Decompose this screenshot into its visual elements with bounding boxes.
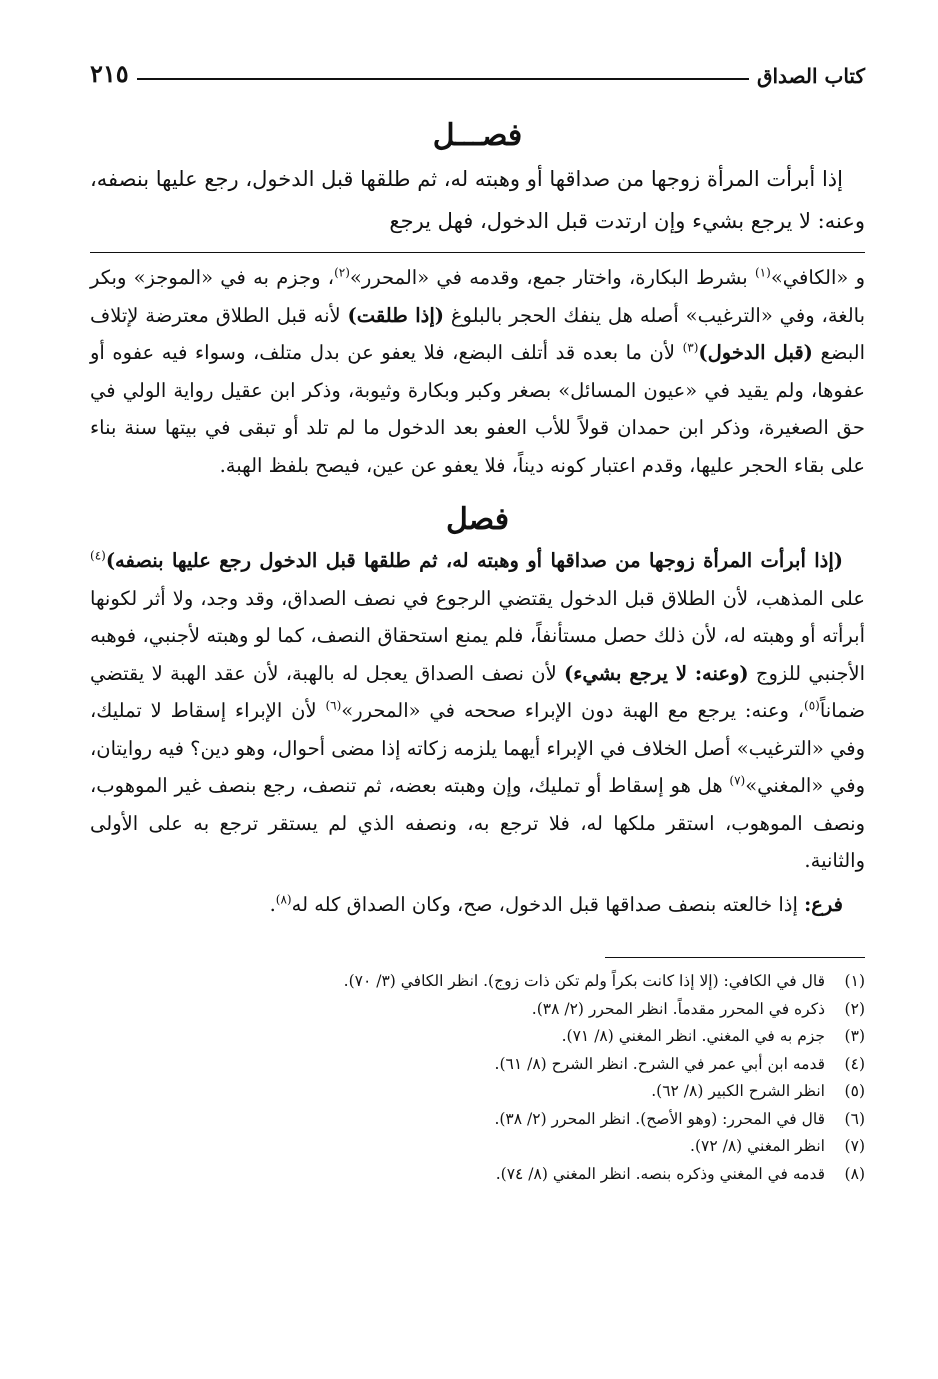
footnote-ref-2: (٢) (334, 265, 350, 280)
commentary-paragraph-1: و «الكافي»$^{(١)}$ بشرط البكارة، واختار جمع، وقدمه في «المحرر»$^{(٢)}$، وجزم به في «الموجز» وبكر بالغة، وفي «الترغيب» أصله هل ينفك الحجر بالبلوغ (إذا طلقت) لأنه قبل الطلاق معترضة لإتلاف البضع (قبل الدخول)$^{(٣)}$ لأن ما بعده قد أتلف البضع، فلا يعفو عن بدل متلف، وسواء فيه عفوه أو عفوها، ولم يقيد في «عيون المسائل» بصغر وكبر وبكارة وثيوبة، وذكر ابن عقيل رواية الولي في حق الصغيرة، وذكر ابن حمدان قولاً للأب العفو بعد الدخول ما لم تلد أو تبقى في بيتها سنة بناء على بقاء الحجر عليها، وقدم اعتبار كونه ديناً، فلا يعفو عن عين، فيصح بلفظ الهبة. (90, 265, 866, 477)
quoted-matn: (إذا طلقت) (347, 303, 445, 327)
commentary-block-1 (90, 259, 865, 484)
footnote: (١) قال في الكافي: (إلا إذا كانت بكراً ولم تكن ذات زوج). انظر الكافي (٣/ ٧٠). (343, 972, 865, 990)
footnote-ref-1: (١) (754, 265, 771, 280)
footnote: (٣) جزم به في المغني. انظر المغني (٨/ ٧١). (561, 1027, 865, 1045)
commentary-branch-paragraph: فرع: إذا خالعته بنصف صداقها قبل الدخول، صح، وكان الصداق كله له$^{(٨)}$. (269, 892, 843, 916)
section-heading-2: فصل (445, 502, 510, 537)
running-header (90, 48, 865, 88)
footnote-ref-3: (٣) (682, 340, 699, 355)
commentary-block-2 (90, 542, 865, 923)
book-page (90, 48, 865, 1348)
footnote-separator (605, 957, 865, 958)
main-text-paragraph: إذا أبرأت المرأة زوجها من صداقها أو وهبته له، ثم طلقها قبل الدخول، رجع عليها بنصفه، وعنه: لا يرجع بشيء وإن ارتدت قبل الدخول، فهل يرجع (90, 167, 865, 233)
commentary-paragraph-2: (إذا أبرأت المرأة زوجها من صداقها أو وهبته له، ثم طلقها قبل الدخول رجع عليها بنصفه)$^{(٤)}$ على المذهب، لأن الطلاق قبل الدخول يقتضي الرجوع في نصف الصداق، وقد وجد، ولا أثر لكونها أبرأته أو وهبته له، لأن ذلك حصل مستأنفاً، فلم يمنع استحقاق النصف، كما لو وهبته لأجنبي، فوهبه الأجنبي للزوج (وعنه: لا يرجع بشيء) لأن نصف الصداق يعجل له بالهبة، لأن عقد الهبة لا يقتضي ضماناً$^{(٥)}$، وعنه: يرجع مع الهبة دون الإبراء صححه في «المحرر»$^{(٦)}$ لأن الإبراء إسقاط لا تمليك، وفي «الترغيب» أصل الخلاف في الإبراء أيهما يلزمه زكاته إذا مضى أحوال، وهو دين؟ فيه روايتان، وفي «المغني»$^{(٧)}$ هل هو إسقاط أو تمليك، وإن وهبته بعضه، ثم تنصف، رجع بنصف غير الموهوب، ونصف الموهوب، استقر ملكها له، فلا ترجع به، ونصفه الذي لم يستقر ترجع به على الأولى والثانية. (89, 548, 866, 872)
main-text-block (90, 158, 865, 242)
header-rule (137, 78, 749, 80)
section-heading-1: فصـــل (432, 118, 523, 153)
footnote: (٨) قدمه في المغني وذكره بنصه. انظر المغني (٨/ ٧٤). (495, 1164, 865, 1183)
footnote: (٥) انظر الشرح الكبير (٨/ ٦٢). (651, 1082, 865, 1100)
page-number: ٢١٥ (90, 59, 129, 88)
footnotes (90, 968, 865, 1188)
footnote: (٦) قال في المحرر: (وهو الأصح). انظر المحرر (٢/ ٣٨). (494, 1109, 865, 1128)
footnote-ref-5: (٥) (804, 698, 820, 713)
footnote: (٤) قدمه ابن أبي عمر في الشرح. انظر الشرح (٨/ ٦١). (494, 1054, 865, 1073)
footnote: (٧) انظر المغني (٨/ ٧٢). (690, 1137, 865, 1155)
quoted-matn: (إذا أبرأت المرأة زوجها من صداقها أو وهبته له، ثم طلقها قبل الدخول رجع عليها بنصفه) (105, 549, 843, 572)
footnote-ref-7: (٧) (729, 773, 746, 788)
footnote-ref-4: (٤) (90, 548, 106, 563)
quoted-matn: (وعنه: لا يرجع بشيء) (563, 661, 749, 685)
footnote-ref-6: (٦) (325, 698, 342, 713)
chapter-title: كتاب الصداق (756, 64, 865, 88)
footnote: (٢) ذكره في المحرر مقدماً. انظر المحرر (٢/ ٣٨). (531, 999, 865, 1018)
text-commentary-separator (90, 252, 865, 253)
branch-label: فرع: (804, 892, 843, 916)
footnote-ref-8: (٨) (275, 892, 292, 906)
quoted-matn: (قبل الدخول) (698, 341, 813, 364)
